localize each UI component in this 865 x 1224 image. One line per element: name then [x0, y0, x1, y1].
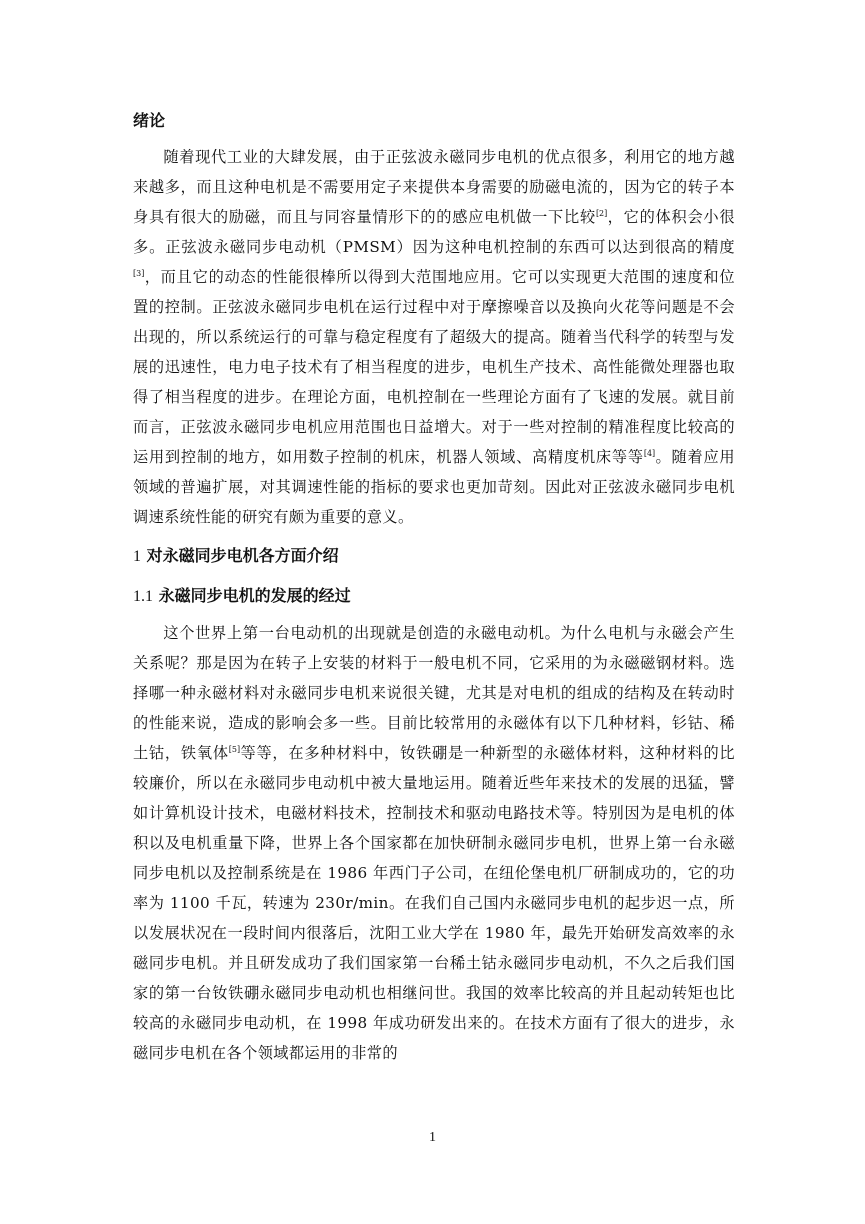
intro-heading: 绪论 [133, 111, 166, 130]
section-1-1-heading [133, 581, 735, 612]
intro-paragraph [133, 142, 735, 532]
intro-text-4: 。随着应用领域的普遍扩展，对其调速性能的指标的要求也更加苛刻。因此对正弦波永磁同步电机调速系统性能的研究有颇为重要的意义。 [133, 448, 735, 526]
section-1-1-number: 1.1 [133, 588, 153, 605]
page-content [133, 106, 735, 1068]
section-1-heading [133, 541, 735, 572]
citation-3: [3] [133, 269, 145, 278]
section-1-1-text-2: 等等，在多种材料中，钕铁硼是一种新型的永磁体材料，这种材料的比较廉价，所以在永磁同步电动机中被大量地运用。随着近些年来技术的发展的迅猛，譬如计算机设计技术，电磁材料技术，控制技术和驱动电路技术等。特别因为是电机的体积以及电机重量下降，世界上各个国家都在加快研制永磁同步电机，世界上第一台永磁同步电机以及控制系统是在 1986 年西门子公司，在纽伦堡电机厂研制成功的，它的功率为 1100 千瓦，转速为 230r/min。在我们自己国内永磁同步电机的起步迟一点，所以发展状况在一段时间内很落后，沈阳工业大学在 1980 年，最先开始研发高效率的永磁同步电机。并且研发成功了我们国家第一台稀土钴永磁同步电动机，不久之后我们国家的第一台钕铁硼永磁同步电动机也相继问世。我国的效率比较高的并且起动转矩也比较高的永磁同步电动机，在 1998 年成功研发出来的。在技术方面有了很大的进步，永磁同步电机在各个领域都运用的非常的 [133, 744, 735, 1062]
section-1-title: 对永磁同步电机各方面介绍 [146, 546, 339, 565]
citation-4: [4] [643, 449, 656, 458]
page-number: 1 [429, 1130, 436, 1145]
citation-2: [2] [595, 209, 608, 218]
section-1-1-paragraph [133, 618, 735, 1068]
section-1-1-title: 永磁同步电机的发展的经过 [158, 586, 351, 605]
citation-5: [5] [228, 745, 241, 754]
intro-text-2: ，它的体积会小很多。正弦波永磁同步电动机（PMSM）因为这种电机控制的东西可以达到很高的精度 [133, 208, 735, 256]
section-1-number: 1 [133, 548, 141, 565]
section-1-1-text-1: 这个世界上第一台电动机的出现就是创造的永磁电动机。为什么电机与永磁会产生关系呢？那是因为在转子上安装的材料于一般电机不同，它采用的为永磁磁钢材料。选择哪一种永磁材料对永磁同步电机来说很关键，尤其是对电机的组成的结构及在转动时的性能来说，造成的影响会多一些。目前比较常用的永磁体有以下几种材料，钐钴、稀土钴，铁氧体 [133, 624, 735, 762]
intro-text-3: ，而且它的动态的性能很棒所以得到大范围地应用。它可以实现更大范围的速度和位置的控制。正弦波永磁同步电机在运行过程中对于摩擦噪音以及换向火花等问题是不会出现的，所以系统运行的可靠与稳定程度有了超级大的提高。随着当代科学的转型与发展的迅速性，电力电子技术有了相当程度的进步，电机生产技术、高性能微处理器也取得了相当程度的进步。在理论方面，电机控制在一些理论方面有了飞速的发展。就目前而言，正弦波永磁同步电机应用范围也日益增大。对于一些对控制的精准程度比较高的运用到控制的地方，如用数子控制的机床，机器人领域、高精度机床等等 [133, 268, 735, 466]
intro-text-1: 随着现代工业的大肆发展，由于正弦波永磁同步电机的优点很多，利用它的地方越来越多，而且这种电机是不需要用定子来提供本身需要的励磁电流的，因为它的转子本身具有很大的励磁，而且与同容量情形下的的感应电机做一下比较 [133, 148, 735, 226]
